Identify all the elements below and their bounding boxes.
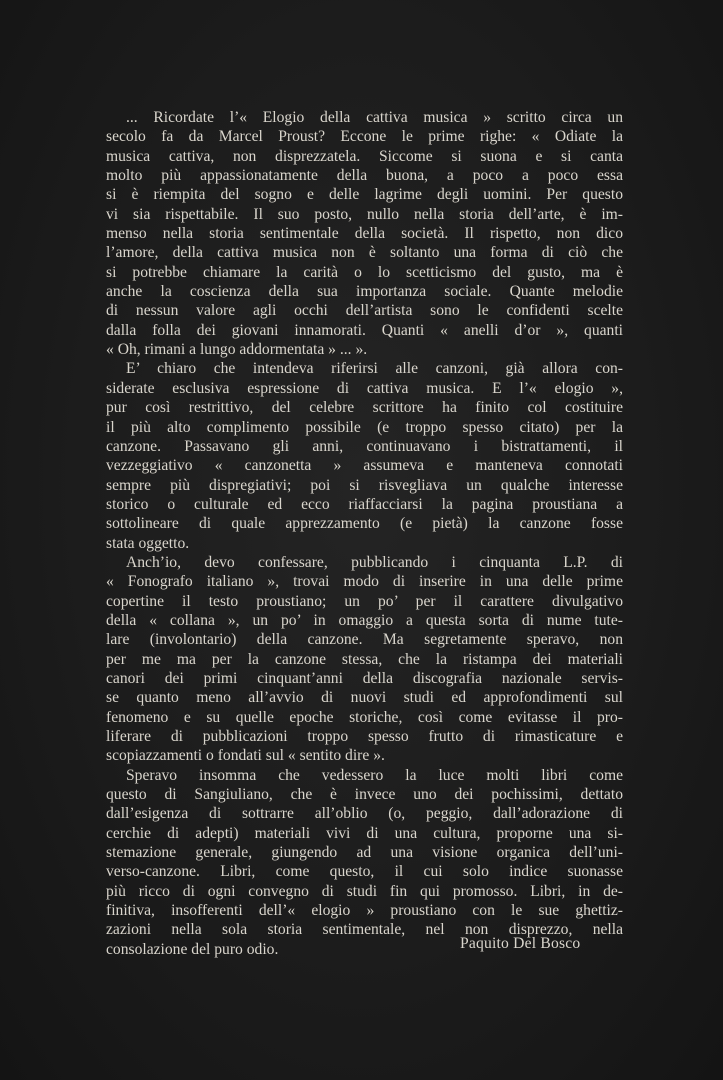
text-line: il più alto complimento possibile (e troppo spesso citato) per la xyxy=(106,418,623,436)
text-line: di nessun valore agli occhi dell’artista sono le confidenti scelte xyxy=(106,302,623,320)
text-line: anche la coscienza della sua importanza sociale. Quante melodie xyxy=(106,283,623,301)
text-line: della « collana », un po’ in omaggio a questa sorta di nume tute- xyxy=(106,611,623,629)
text-line: vezzeggiativo « canzonetta » assumeva e manteneva connotati xyxy=(106,457,623,475)
text-line: copertine il testo proustiano; un po’ per il carattere divulgativo xyxy=(106,592,623,610)
text-line: stata oggetto. xyxy=(106,534,190,552)
text-line: E’ chiaro che intendeva riferirsi alle canzoni, già allora con- xyxy=(126,360,623,378)
text-line: consolazione del puro odio. xyxy=(106,940,279,958)
text-line: ... Ricordate l’« Elogio della cattiva musica » scritto circa un xyxy=(126,109,623,126)
text-line: verso-canzone. Libri, come questo, il cui solo indice suonasse xyxy=(106,863,623,881)
text-line: pur così restrittivo, del celebre scrittore ha finito col costituire xyxy=(106,399,623,417)
text-line: dall’esigenza di sottrarre all’oblio (o, peggio, dall’adorazione di xyxy=(106,805,623,823)
text-line: « Oh, rimani a lungo addormentata » ... ». xyxy=(106,341,368,359)
text-line: per me ma per la canzone stessa, che la ristampa dei materiali xyxy=(106,650,623,668)
text-line: Speravo insomma che vedessero la luce molti libri come xyxy=(126,766,623,784)
text-line: lare (involontario) della canzone. Ma segretamente speravo, non xyxy=(106,631,623,649)
paragraph xyxy=(106,359,623,552)
text-line: fenomeno e su quelle epoche storiche, così come evitasse il pro- xyxy=(106,708,623,726)
text-line: canzone. Passavano gli anni, continuavano i bistrattamenti, il xyxy=(106,437,623,455)
text-line: finitiva, insofferenti dell’« elogio » proustiano con le sue ghettiz- xyxy=(106,902,623,920)
text-line: sempre più dispregiativi; poi si risvegliava un qualche interesse xyxy=(106,476,623,494)
text-line: più ricco di ogni convegno di studi fin qui promosso. Libri, in de- xyxy=(106,882,623,900)
text-line: secolo fa da Marcel Proust? Eccone le prime righe: « Odiate la xyxy=(106,128,623,146)
text-line: dalla folla dei giovani innamorati. Quanti « anelli d’or », quanti xyxy=(106,321,623,339)
text-line: questo di Sangiuliano, che è invece uno dei pochissimi, dettato xyxy=(106,786,623,804)
author-signature: Paquito Del Bosco xyxy=(460,935,581,952)
paragraph xyxy=(106,553,623,766)
text-line: se quanto meno all’avvio di nuovi studi ed approfondimenti sul xyxy=(106,689,623,707)
text-line: zazioni nella sola storia sentimentale, nel non disprezzo, nella xyxy=(106,921,623,939)
text-line: si è riempita del sogno e delle lagrime degli uomini. Per questo xyxy=(106,186,623,204)
text-line: canori dei primi cinquant’anni della discografia nazionale servis- xyxy=(106,669,623,687)
paragraph xyxy=(106,766,623,959)
text-line: siderate esclusiva espressione di cattiva musica. E l’« elogio », xyxy=(106,379,623,397)
text-line: sottolineare di quale apprezzamento (e pietà) la canzone fosse xyxy=(106,515,623,533)
text-line: menso nella storia sentimentale della società. Il rispetto, non dico xyxy=(106,225,623,243)
text-line: scopiazzamenti o fondati sul « sentito dire ». xyxy=(106,747,385,765)
text-line: cerchie di adepti) materiali vivi di una cultura, proporne una si- xyxy=(106,824,623,842)
text-line: storico o culturale ed ecco riaffacciarsi la pagina proustiana a xyxy=(106,495,623,513)
text-line: l’amore, della cattiva musica non è soltanto una forma di ciò che xyxy=(106,244,623,262)
text-line: molto più appassionatamente della buona, a poco a poco essa xyxy=(106,167,623,185)
text-line: stemazione generale, giungendo ad una visione organica dell’uni- xyxy=(106,844,623,862)
text-line: musica cattiva, non disprezzatela. Siccome si suona e si canta xyxy=(106,147,623,165)
text-line: liferare di pubblicazioni troppo spesso frutto di rimasticature e xyxy=(106,728,623,745)
paragraph xyxy=(106,108,623,359)
text-line: Anch’io, devo confessare, pubblicando i cinquanta L.P. di xyxy=(126,553,623,571)
text-line: « Fonografo italiano », trovai modo di inserire in una delle prime xyxy=(106,573,623,591)
body-text xyxy=(106,108,623,959)
text-line: si potrebbe chiamare la carità o lo scetticismo del gusto, ma è xyxy=(106,263,623,281)
text-line: vi sia rispettabile. Il suo posto, nullo nella storia dell’arte, è im- xyxy=(106,205,623,223)
